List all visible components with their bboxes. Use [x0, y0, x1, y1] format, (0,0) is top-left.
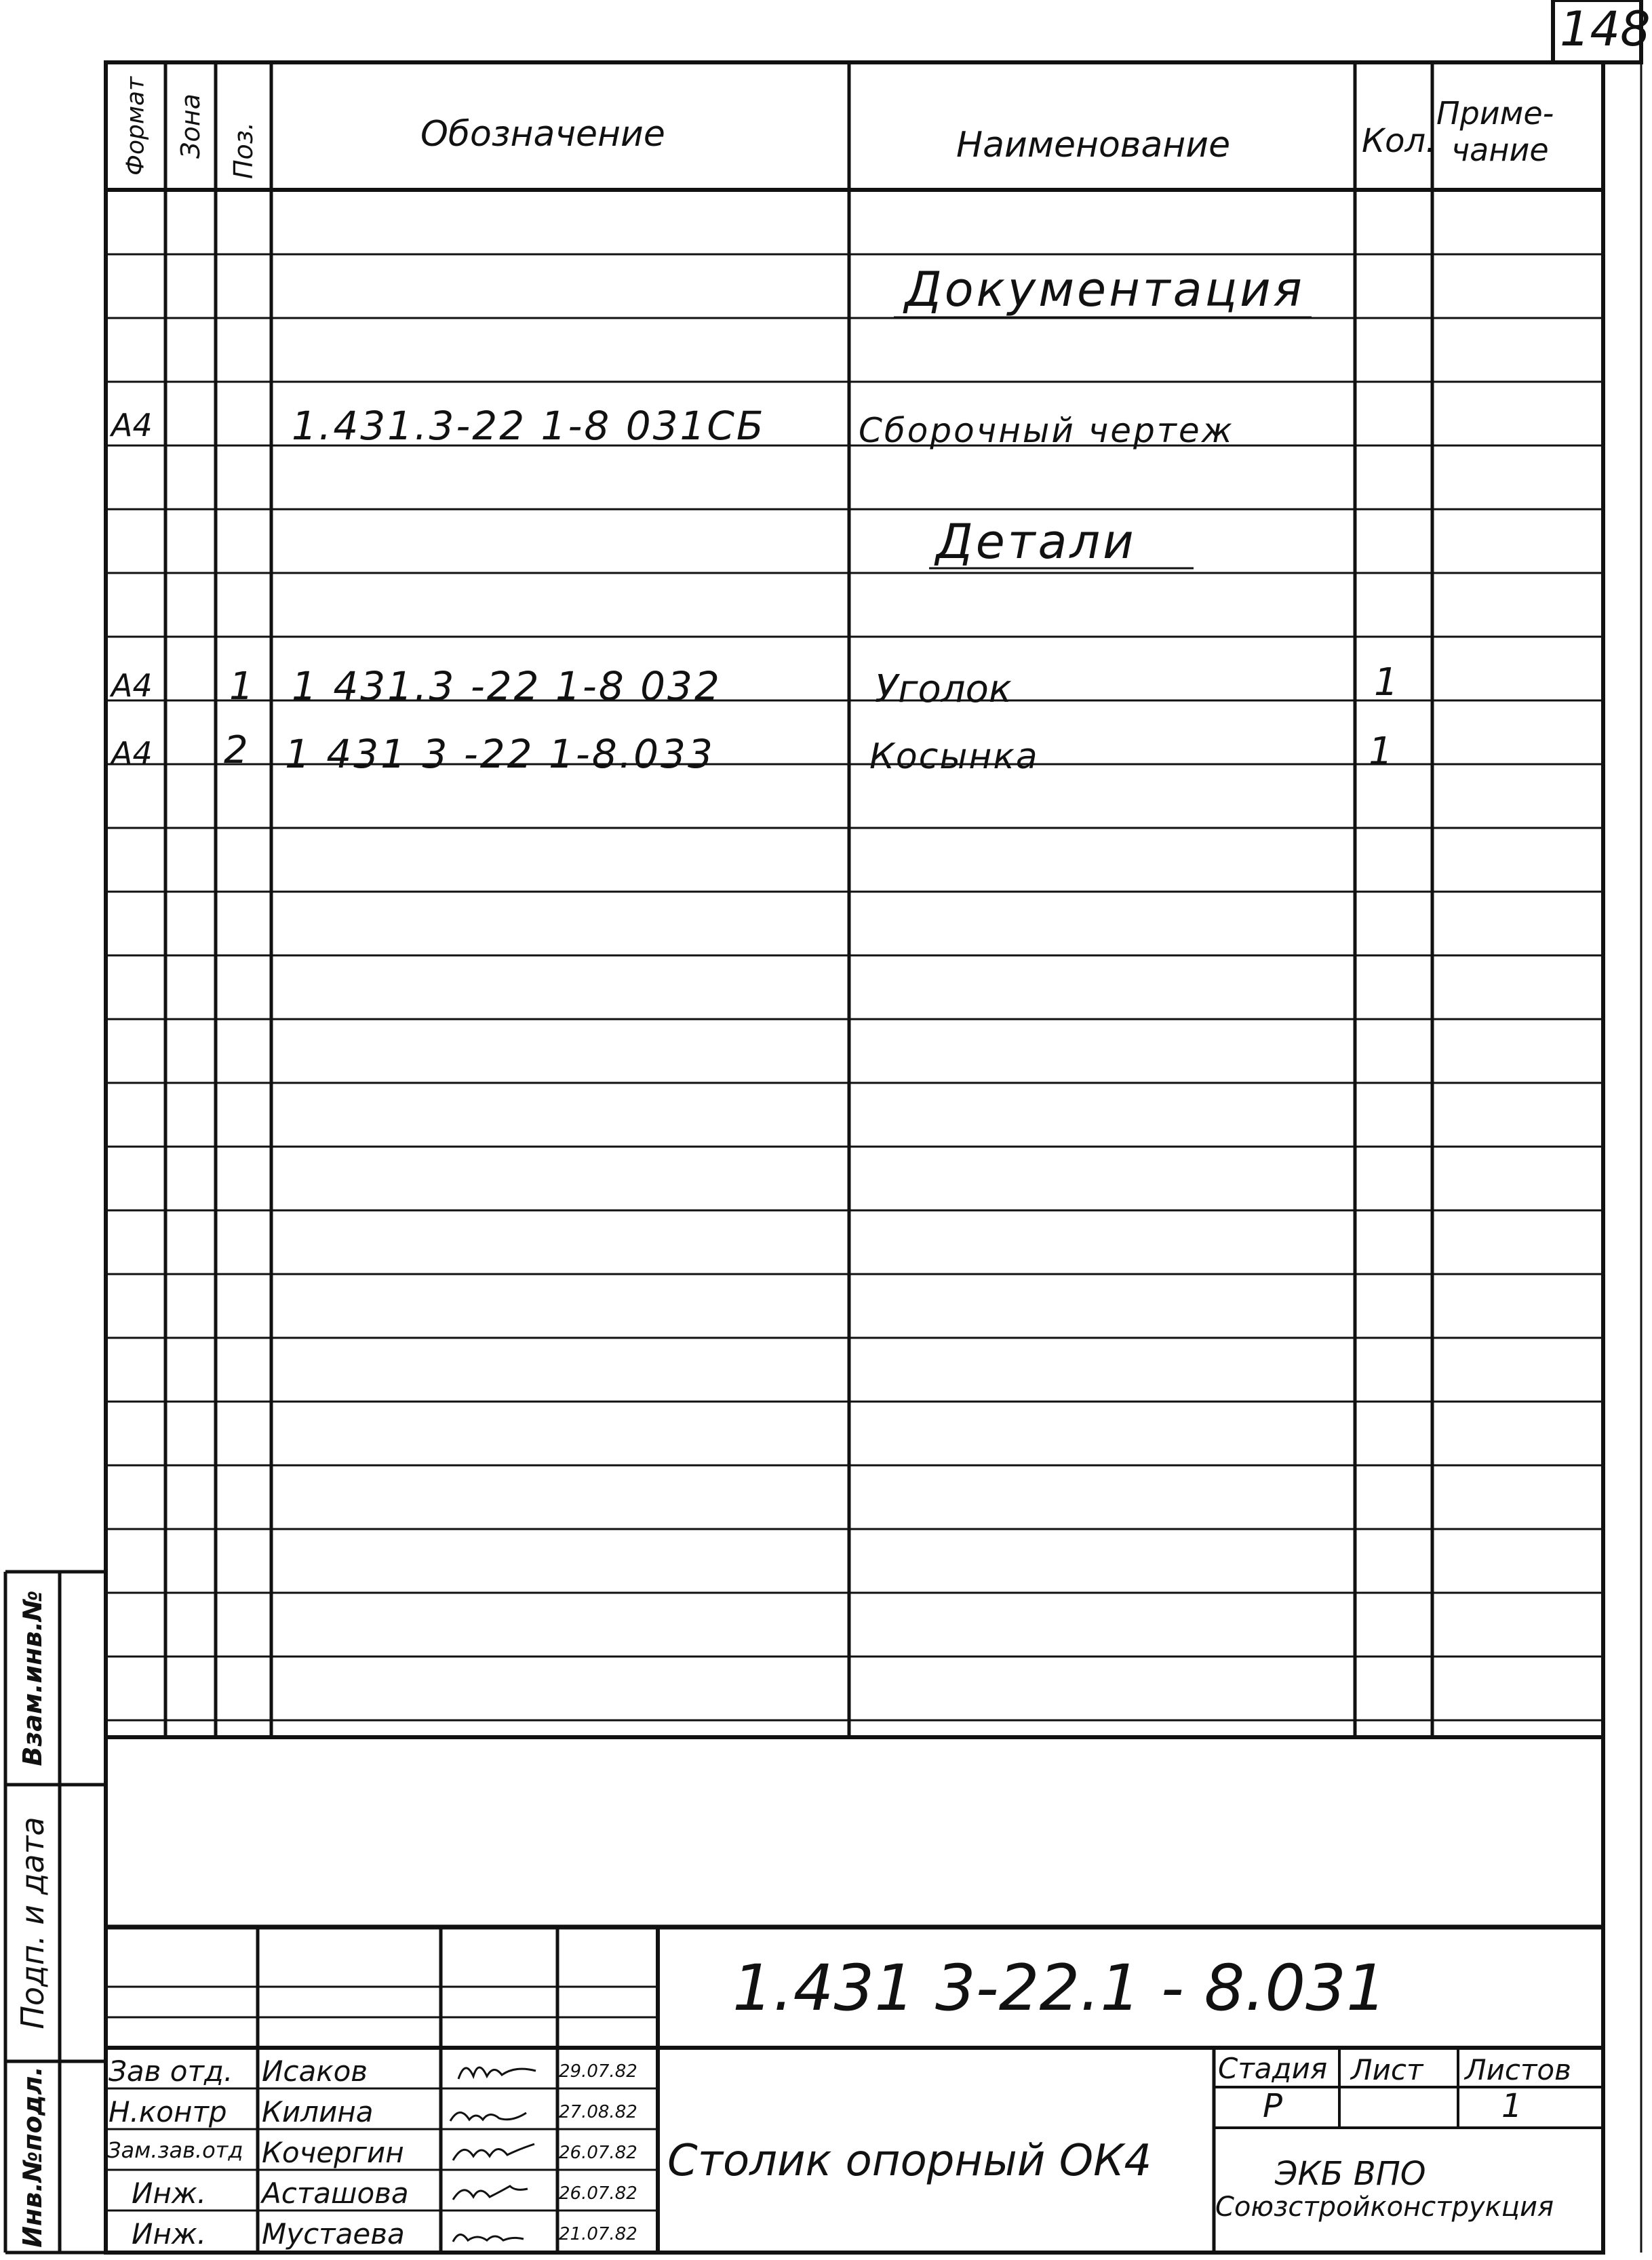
header-format-cell	[106, 62, 165, 190]
header-zone: Зона	[176, 94, 205, 159]
section-title-documentation: Документация	[905, 262, 1305, 317]
signature-date: 21.07.82	[559, 2224, 637, 2244]
signature-marks	[450, 2067, 536, 2242]
signature-role: Н.контр	[109, 2095, 227, 2128]
signature-role: Зам.зав.отд	[107, 2137, 243, 2163]
row-format: А4	[111, 407, 153, 443]
header-designation: Обозначение	[420, 114, 665, 155]
stage-label: Стадия	[1218, 2052, 1328, 2085]
signature-surname: Асташова	[262, 2177, 409, 2210]
stage-value: Р	[1263, 2087, 1282, 2125]
signature-date: 27.08.82	[559, 2102, 637, 2122]
row-designation: 1 431.3 -22 1-8 032	[292, 663, 722, 709]
signature-role: Зав отд.	[109, 2055, 233, 2088]
stamp-inv-podl-label: Инв.№подл.	[18, 2066, 47, 2248]
header-note-line2: чание	[1451, 132, 1549, 168]
header-pos-cell	[216, 62, 271, 190]
row-qty: 1	[1374, 660, 1398, 705]
signature-surname: Кочергин	[262, 2136, 404, 2169]
row-name: Уголок	[875, 667, 1012, 711]
sheet-label: Лист	[1351, 2053, 1423, 2086]
stamp-podp-data-label: Подп. и дата	[14, 1817, 51, 2029]
header-qty: Кол.	[1362, 122, 1436, 160]
sheets-label: Листов	[1465, 2053, 1571, 2086]
row-name: Сборочный чертеж	[859, 411, 1234, 450]
row-pos: 1	[229, 665, 254, 709]
row-format: А4	[111, 735, 153, 772]
sheet-number: 148	[1560, 1, 1651, 57]
header-pos: Поз.	[229, 121, 258, 180]
signature-role: Инж.	[132, 2177, 207, 2210]
stamp-inv-podl-cell	[5, 2061, 60, 2253]
signature-date: 26.07.82	[559, 2183, 637, 2204]
stamp-vzam-inv-cell	[5, 1572, 60, 1785]
row-designation: 1 431 3 -22 1-8.033	[285, 731, 715, 777]
signature-surname: Исаков	[262, 2055, 368, 2088]
row-name: Косынка	[869, 736, 1039, 777]
signature-date: 29.07.82	[559, 2061, 637, 2082]
product-name: Столик опорный ОК4	[667, 2136, 1152, 2186]
organization-line1: ЭКБ ВПО	[1275, 2155, 1426, 2193]
signature-role: Инж.	[132, 2217, 207, 2251]
signature-surname: Мустаева	[262, 2217, 405, 2251]
section-title-details: Детали	[936, 514, 1137, 570]
header-format: Формат	[121, 76, 150, 176]
document-code: 1.431 3-22.1 - 8.031	[732, 1951, 1387, 2025]
header-note-line1: Приме-	[1436, 95, 1554, 132]
row-format: А4	[111, 667, 153, 704]
row-qty: 1	[1369, 730, 1393, 774]
sheets-value: 1	[1501, 2087, 1522, 2125]
header-zone-cell	[165, 62, 216, 190]
stamp-vzam-inv-label: Взам.инв.№	[18, 1590, 47, 1766]
row-designation: 1.431.3-22 1-8 031СБ	[292, 403, 766, 449]
signature-date: 26.07.82	[559, 2143, 637, 2163]
organization-line2: Союзстройконструкция	[1215, 2192, 1554, 2223]
signature-surname: Килина	[262, 2095, 374, 2128]
row-pos: 2	[224, 728, 248, 772]
stamp-podp-data-cell	[5, 1785, 60, 2061]
header-name: Наименование	[956, 125, 1231, 165]
